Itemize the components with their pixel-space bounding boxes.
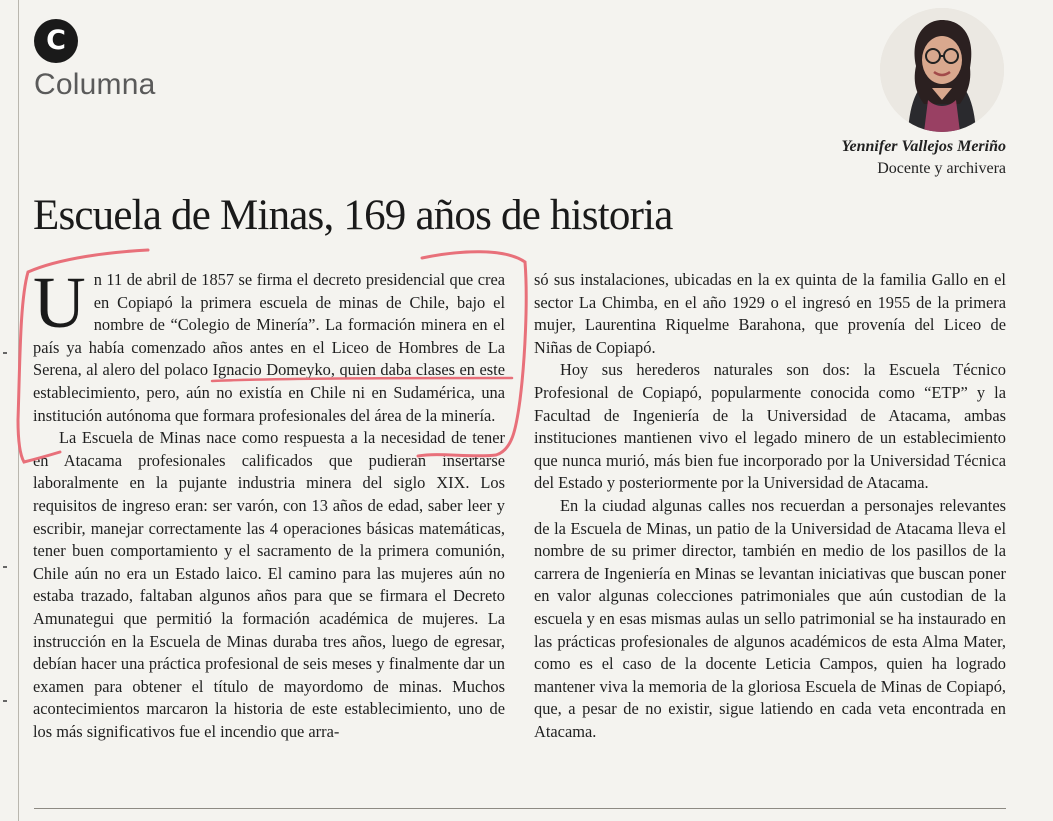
- article-paragraph: La Escuela de Minas nace como respuesta a la necesidad de tener en Atacama profesionales calificados que pudieran insertarse laboralmente en la pujante industria minera del siglo XIX. Los requisitos de ingreso eran: ser varón, con 13 años de edad, saber leer y escribir, manejar correctamente las 4 operaciones básicas matemáticas, tener buen comportamiento y el sacramento de la primera comunión, Chile aún no era un Estado laico. El camino para las mujeres aún no estaba trazado, faltaban algunos años para que se firmara el Decreto Amunategui que permitió la formación académica de mujeres. La instrucción en la Escuela de Minas duraba tres años, luego de egresar, debían hacer una práctica profesional de seis meses y finalmente dar un examen para obtener el título de mayordomo de minas. Muchos acontecimientos marcaron la historia de este establecimiento, uno de los más significativos fue el incendio que arra-: [33, 428, 505, 741]
- author-portrait-icon: [880, 8, 1004, 132]
- author-avatar: [880, 8, 1004, 132]
- article-headline: Escuela de Minas, 169 años de historia: [33, 192, 673, 239]
- drop-cap: U: [33, 262, 86, 343]
- article-paragraph: En la ciudad algunas calles nos recuerdan a personajes relevantes de la Escuela de Minas, un patio de la Universidad de Atacama lleva el nombre de su primer director, también en medio de los pasillos de la carrera de Ingeniería en Minas se levantan iniciativas que buscan poner en valor algunas colecciones patrimoniales que aún custodian de la escuela y en esas mismas aulas un sello patrimonial se ha instaurado en las prácticas profesionales de algunos académicos de esta Alma Mater, como es el caso de la docente Leticia Campos, quien ha logrado mantener viva la memoria de la gloriosa Escuela de Minas de Copiapó, que, a pesar de no existir, sigue latiendo en cada veta encontrada en Atacama.: [534, 495, 1006, 741]
- article-paragraph: [33, 262, 505, 427]
- gutter-mark: [3, 566, 7, 568]
- page-gutter-line: [18, 0, 19, 821]
- gutter-mark: [3, 700, 7, 702]
- article-paragraph: só sus instalaciones, ubicadas en la ex quinta de la familia Gallo en el sector La Chimba, en el año 1929 o el ingresó en 1955 de la primera mujer, Laurentina Riquelme Barahona, que provenía del Liceo de Niñas de Copiapó.: [534, 270, 1006, 357]
- article-paragraph: Hoy sus herederos naturales son dos: la Escuela Técnico Profesional de Copiapó, popularmente conocida como “ETP” y la Facultad de Ingeniería de la Universidad de Atacama, ambas instituciones mantienen vivo el legado minero de un establecimiento que nunca murió, más bien fue incorporado por la Universidad Técnica del Estado y posteriormente por la Universidad de Atacama.: [534, 360, 1006, 493]
- author-byline: [842, 136, 1006, 180]
- article-column-left: [33, 262, 505, 743]
- author-role: Docente y archivera: [877, 160, 1006, 177]
- paragraph-text: n 11 de abril de 1857 se firma el decreto presidencial que crea en Copiapó la primera escuela de minas de Chile, bajo el nombre de “Colegio de Minería”. La formación minera en el país ya había comenzado años antes en el Liceo de Hombres de La Serena, al alero del polaco Ignacio Domeyko, quien daba clases en este establecimiento, pero, aún no existía en Chile ni en Sudamérica, una institución autónoma que formara profesionales del área de la minería.: [33, 270, 505, 425]
- article-column-right: [534, 269, 1006, 743]
- author-name: Yennifer Vallejos Meriño: [841, 138, 1006, 155]
- bottom-rule: [34, 808, 1006, 809]
- section-label: Columna: [34, 68, 156, 101]
- section-badge: C: [34, 19, 78, 63]
- gutter-mark: [3, 352, 7, 354]
